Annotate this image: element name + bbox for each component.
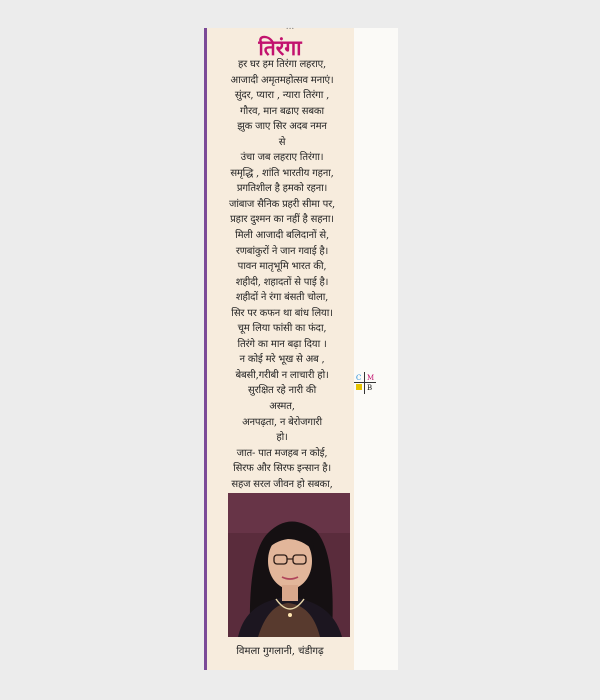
poem-line: हो। bbox=[276, 432, 288, 444]
poem-line: शहीदी, शहादतों से पाई है। bbox=[235, 276, 329, 288]
poem-line: सिरफ और सिरफ इन्सान है। bbox=[233, 463, 331, 475]
poem-line: सुरक्षित रहे नारी की bbox=[248, 385, 316, 397]
poem-title: तिरंगा bbox=[258, 35, 302, 60]
column-rule bbox=[204, 28, 207, 670]
poem-line: आजादी अमृतमहोत्सव मनाएं। bbox=[230, 74, 334, 86]
poem-line: पावन मातृभूमि भारत की, bbox=[237, 261, 327, 273]
poem-line: झुक जाए सिर अदब नमन bbox=[237, 121, 327, 133]
poem-line: अनपढ़ता, न बेरोजगारी bbox=[242, 416, 322, 428]
poem-line: उंचा जब लहराए तिरंगा। bbox=[240, 152, 324, 164]
poem-line: सुंदर, प्यारा , न्यारा तिरंगा , bbox=[234, 90, 330, 102]
poem-line: सिर पर कफन था बांध लिया। bbox=[231, 307, 333, 319]
poem-line: गौरव, मान बढाए सबका bbox=[240, 105, 324, 117]
poem-line: तिरंगे का मान बढ़ा दिया । bbox=[237, 338, 327, 350]
poem-line: जांबाज सैनिक प्रहरी सीमा पर, bbox=[229, 198, 335, 210]
poem-line: जात- पात मजहब न कोई, bbox=[236, 447, 328, 459]
poem-line: मिली आजादी बलिदानों से, bbox=[235, 230, 329, 242]
poem-line: अस्मत, bbox=[269, 401, 295, 413]
reg-mark-black: B bbox=[367, 384, 373, 392]
reg-mark-cyan: C bbox=[356, 374, 362, 382]
registration-mark bbox=[354, 372, 376, 394]
reg-mark-crosshair-v bbox=[364, 372, 365, 394]
reg-mark-crosshair-h bbox=[354, 382, 376, 383]
author-portrait-image bbox=[228, 493, 350, 637]
author-caption: विमला गुगलानी, चंडीगढ़ bbox=[236, 646, 324, 657]
cropped-header: ... bbox=[285, 22, 295, 32]
poem-line: शहीदों ने रंगा बंसती चोला, bbox=[235, 292, 329, 304]
poem-line: से bbox=[278, 136, 286, 148]
poem-line: न कोई मरे भूख से अब , bbox=[239, 354, 325, 366]
poem-line: हर घर हम तिरंगा लहराए, bbox=[238, 59, 326, 70]
reg-mark-yellow-swatch bbox=[356, 384, 362, 390]
poem-body bbox=[212, 57, 352, 508]
poem-line: प्रहार दुश्मन का नहीं है सहना। bbox=[230, 214, 334, 226]
poem-line: रणबांकुरों ने जान गवाई है। bbox=[235, 245, 329, 257]
poem-line: चूम लिया फांसी का फंदा, bbox=[237, 323, 327, 335]
author-photo bbox=[228, 493, 350, 637]
poem-line: बेबसी,गरीबी न लाचारी हो। bbox=[235, 369, 329, 381]
poem-line: प्रगतिशील है हमको रहना। bbox=[236, 183, 328, 195]
poem-line: सहज सरल जीवन हो सबका, bbox=[231, 478, 333, 490]
reg-mark-magenta: M bbox=[367, 374, 375, 382]
poem-line: समृद्धि , शांति भारतीय गहना, bbox=[230, 167, 334, 179]
